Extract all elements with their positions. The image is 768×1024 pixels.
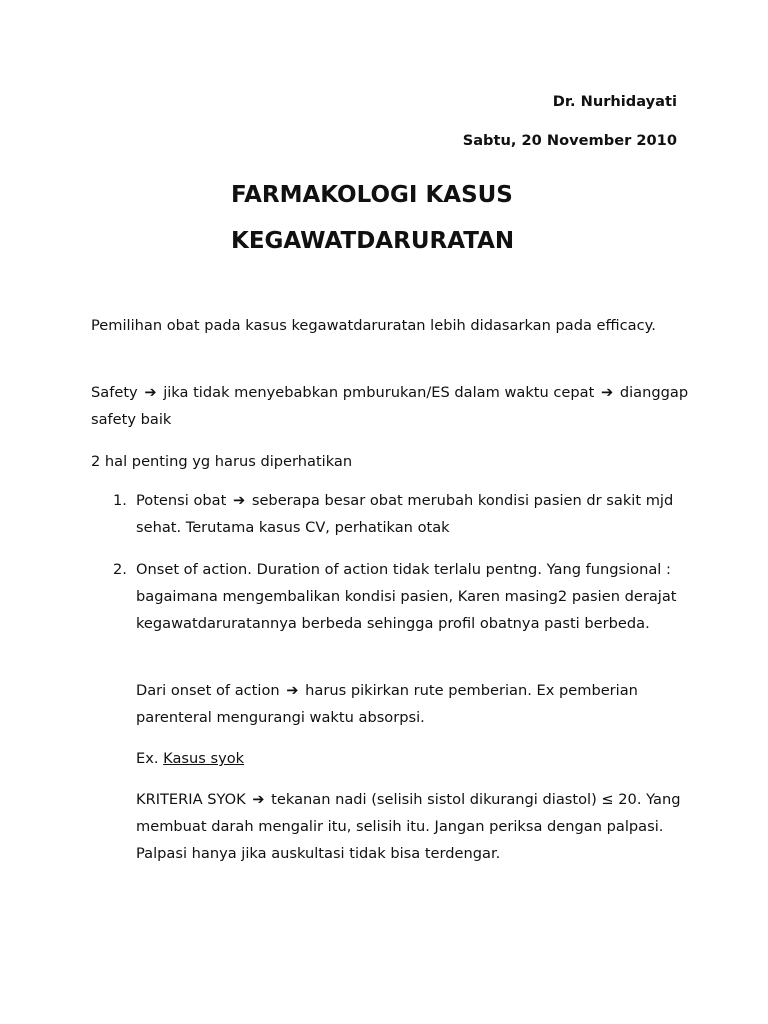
list-number: 1.	[113, 492, 127, 509]
paragraph-safety	[91, 379, 691, 433]
paragraph-kriteria	[136, 786, 686, 867]
title-line-2: KEGAWATDARURATAN	[231, 228, 515, 254]
onset-text: harus pikirkan rute pemberian. Ex pemberian parenteral mengurangi waktu absorpsi.	[136, 682, 638, 726]
list-item-term: Potensi obat	[136, 492, 227, 509]
list-item	[91, 556, 691, 637]
kriteria-label: KRITERIA SYOK	[136, 791, 246, 808]
arrow-right-icon: ➔	[144, 384, 157, 401]
title-line-1: FARMAKOLOGI KASUS	[231, 182, 513, 208]
paragraph-efficacy: Pemilihan obat pada kasus kegawatdaruratan lebih didasarkan pada efficacy.	[91, 317, 656, 334]
list-number: 2.	[113, 561, 127, 578]
paragraph-two-points: 2 hal penting yg harus diperhatikan	[91, 453, 353, 470]
safety-conclusion: dianggap safety baik	[91, 384, 689, 428]
document-date: Sabtu, 20 November 2010	[462, 132, 677, 149]
arrow-right-icon: ➔	[286, 682, 299, 699]
paragraph-example	[136, 745, 686, 772]
kriteria-text: tekanan nadi (selisih sistol dikurangi diastol) ≤ 20. Yang membuat darah mengalir itu, selisih itu. Jangan periksa dengan palpasi. Palpasi hanya jika auskultasi tidak bisa terdengar.	[136, 791, 681, 862]
arrow-right-icon: ➔	[232, 492, 246, 509]
arrow-right-icon: ➔	[600, 384, 614, 401]
list-item-text	[136, 487, 686, 541]
onset-label: Dari onset of action	[136, 682, 280, 699]
list-item-text: Onset of action. Duration of action tidak terlalu pentng. Yang fungsional : bagaimana mengembalikan kondisi pasien, Karen masing2 pasien derajat kegawatdaruratannya berbeda sehingga profil obatnya pasti berbeda.	[136, 561, 677, 632]
example-link: Kasus syok	[163, 750, 245, 767]
list-item-desc: seberapa besar obat merubah kondisi pasien dr sakit mjd sehat. Terutama kasus CV, perhatikan otak	[136, 492, 674, 536]
example-prefix: Ex.	[136, 750, 159, 767]
arrow-right-icon: ➔	[252, 791, 265, 808]
safety-label: Safety	[91, 384, 138, 401]
author-name: Dr. Nurhidayati	[552, 93, 677, 110]
document-title	[231, 172, 514, 264]
safety-text: jika tidak menyebabkan pmburukan/ES dalam waktu cepat	[163, 384, 595, 401]
paragraph-onset	[136, 677, 686, 731]
list-item	[91, 487, 691, 541]
